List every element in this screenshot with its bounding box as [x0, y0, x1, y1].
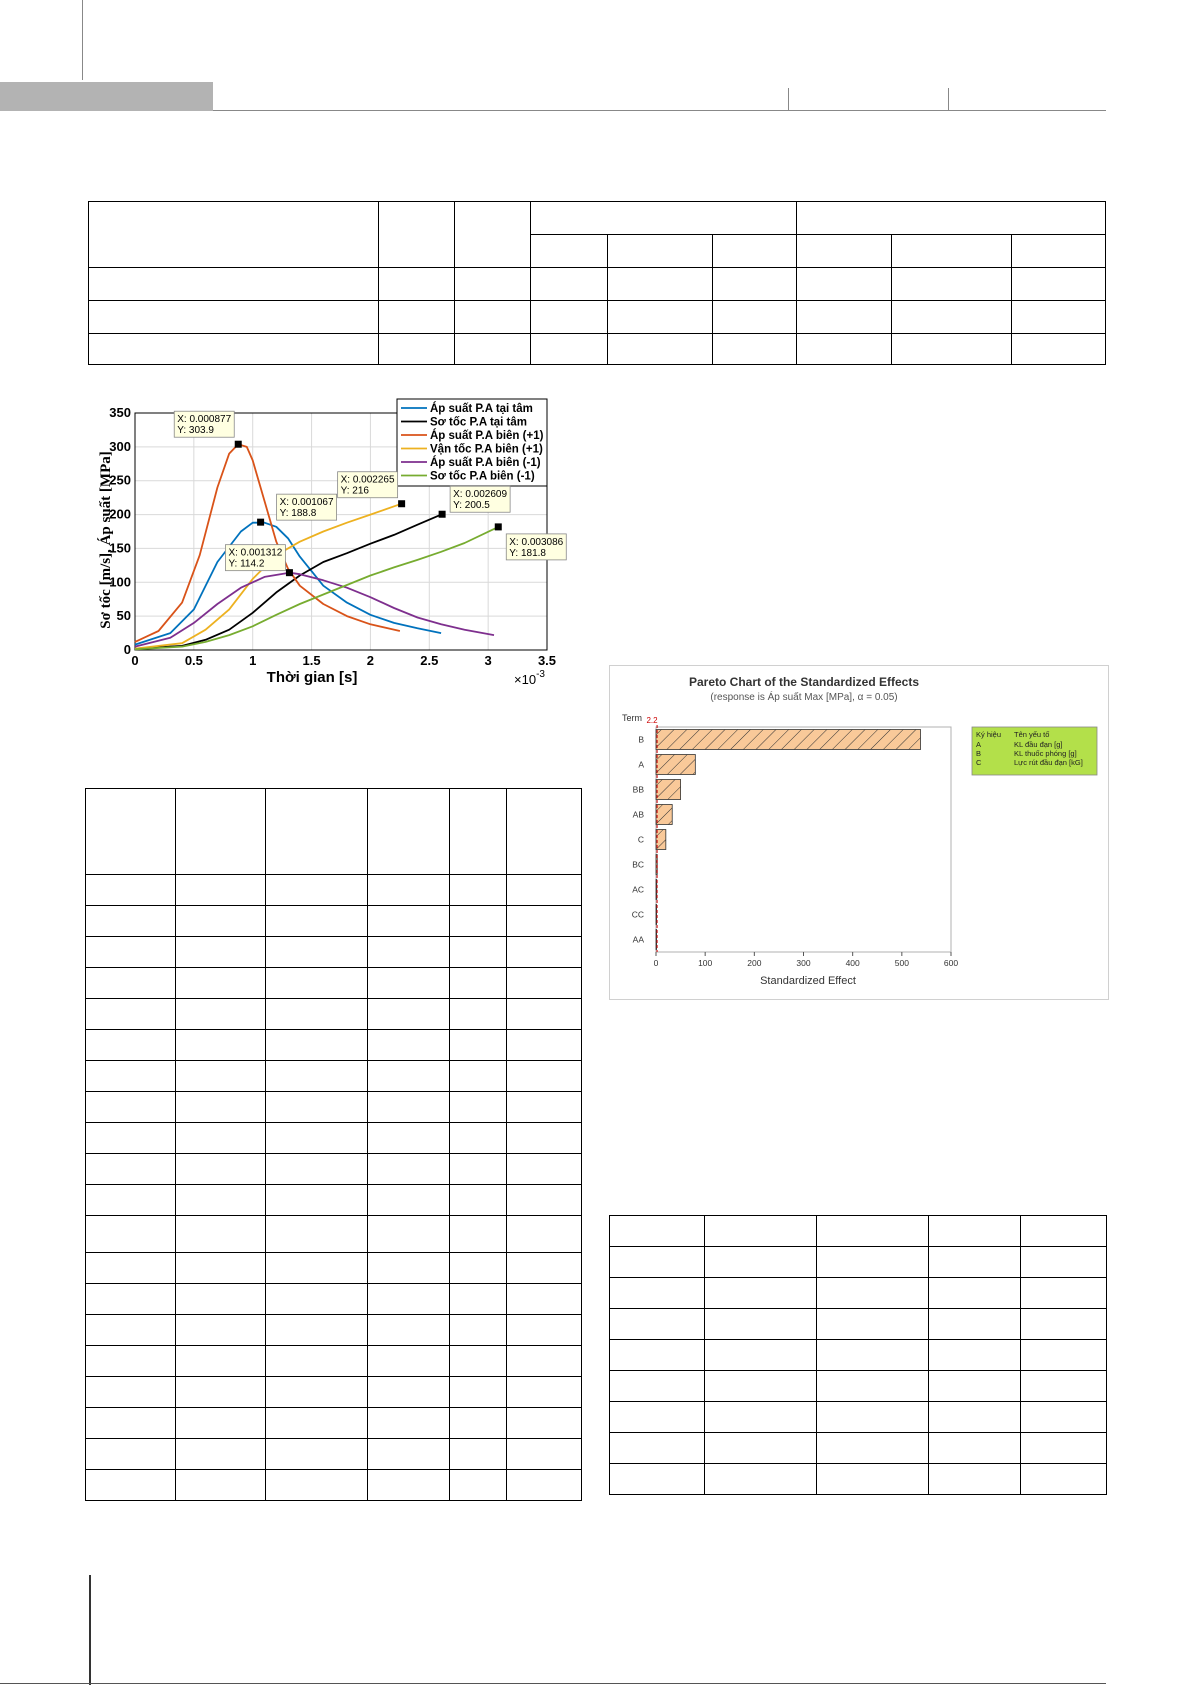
- legend-entry: Áp suất P.A biên (+1): [430, 430, 544, 442]
- legend-entry: Sơ tốc P.A tại tâm: [430, 416, 528, 429]
- datatip-marker: [398, 500, 405, 507]
- legend-symbol: A: [976, 740, 982, 749]
- header-gray-block: [0, 82, 213, 111]
- datatip-x-label: X: 0.002265: [340, 474, 395, 486]
- x-tick-label: 1: [249, 653, 257, 668]
- table-row: [89, 334, 1106, 365]
- legend-factor-name: KL thuốc phóng [g]: [1014, 749, 1077, 758]
- pareto-bar: [656, 930, 657, 950]
- legend-symbol: B: [976, 749, 982, 758]
- table-row: [86, 1408, 582, 1439]
- category-label: AC: [632, 884, 644, 895]
- legend-factor-name: Lực rút đầu đạn [kG]: [1014, 758, 1083, 767]
- x-tick-label: 100: [698, 958, 713, 968]
- table-row: [86, 1030, 582, 1061]
- x-tick-label: 300: [796, 958, 811, 968]
- x-tick-label: 0.5: [184, 653, 203, 668]
- table-row: [610, 1247, 1107, 1278]
- x-tick-label: 500: [894, 958, 909, 968]
- datatip-y-label: Y: 181.8: [509, 547, 546, 559]
- datatip-y-label: Y: 216: [340, 485, 369, 497]
- legend-entry: Áp suất P.A biên (-1): [430, 457, 541, 469]
- table-row: [86, 1092, 582, 1123]
- category-label: A: [638, 759, 644, 770]
- x-tick-label: 0: [131, 653, 139, 668]
- table-row: [86, 999, 582, 1030]
- table-row: [610, 1371, 1107, 1402]
- legend-symbol: C: [976, 758, 982, 767]
- y-tick-label: 0: [123, 642, 131, 657]
- header-line: [213, 110, 1106, 111]
- table-row: [610, 1216, 1107, 1247]
- top-table-cell: [608, 235, 713, 268]
- series-line: [135, 514, 442, 648]
- pareto-bar: [656, 805, 672, 825]
- category-label: BB: [632, 784, 644, 795]
- x-tick-label: 3: [484, 653, 492, 668]
- table-row: [86, 1253, 582, 1284]
- x-tick-label: 200: [747, 958, 762, 968]
- pareto-term-label: Term: [622, 713, 642, 723]
- x-axis-multiplier: $\times 10^{-3}$: [514, 669, 545, 687]
- footer-vertical-rule: [89, 1575, 91, 1685]
- datatip-y-label: Y: 114.2: [228, 558, 265, 570]
- category-label: C: [637, 834, 644, 845]
- pareto-xlabel: Standardized Effect: [760, 975, 856, 987]
- datatip-marker: [257, 519, 264, 526]
- pareto-reference-label: 2.2: [646, 716, 658, 725]
- datatip-y-label: Y: 188.8: [279, 508, 317, 520]
- table-row: [86, 1216, 582, 1253]
- legend-header: Ký hiệu: [976, 730, 1002, 739]
- table-row: [86, 937, 582, 968]
- legend-header: Tên yếu tố: [1014, 730, 1050, 739]
- pareto-bar: [656, 755, 695, 775]
- x-tick-label: 400: [845, 958, 860, 968]
- table-row: [86, 1154, 582, 1185]
- pareto-plot-frame: [656, 727, 951, 952]
- table-row: [86, 1315, 582, 1346]
- legend: [397, 399, 547, 486]
- x-tick-label: 2.5: [420, 653, 439, 668]
- table-row: [86, 1284, 582, 1315]
- datatip-x-label: X: 0.000877: [177, 414, 232, 426]
- datatip-y-label: Y: 200.5: [453, 500, 490, 512]
- top-table-cell: [797, 235, 892, 268]
- x-tick-label: 600: [943, 958, 959, 968]
- line-chart: [88, 388, 568, 698]
- top-table-cell: [797, 202, 1106, 235]
- left-table: [85, 788, 582, 1501]
- top-table-cell: [531, 202, 797, 235]
- y-tick-label: 150: [109, 540, 131, 556]
- top-table: [88, 201, 1106, 365]
- legend-entry: Áp suất P.A tại tâm: [430, 403, 533, 415]
- top-table-cell: [892, 235, 1012, 268]
- category-label: AB: [632, 809, 644, 820]
- pareto-bar: [656, 905, 657, 925]
- top-table-cell: [531, 235, 608, 268]
- top-table-cell: [89, 202, 379, 268]
- table-row: [610, 1309, 1107, 1340]
- datatip-x-label: X: 0.001067: [279, 497, 334, 509]
- category-label: CC: [631, 909, 644, 920]
- x-tick-label: 2: [366, 653, 375, 668]
- y-tick-label: 100: [109, 574, 131, 590]
- right-table: [609, 1215, 1107, 1495]
- x-tick-label: 3.5: [537, 653, 557, 668]
- top-table-cell: [1012, 235, 1106, 268]
- pareto-bar: [656, 730, 921, 750]
- datatip-x-label: X: 0.003086: [509, 536, 564, 548]
- datatip-y-label: Y: 303.9: [177, 425, 214, 437]
- top-table-cell: [379, 202, 455, 268]
- table-row: [86, 906, 582, 937]
- y-tick-label: 200: [109, 506, 131, 522]
- table-row: [610, 1464, 1107, 1495]
- pareto-chart: [610, 666, 1106, 997]
- datatip-marker: [235, 441, 242, 448]
- y-tick-label: 300: [109, 438, 131, 454]
- x-tick-label: 0: [653, 958, 659, 968]
- datatip-x-label: X: 0.001312: [228, 547, 283, 559]
- table-row: [86, 1123, 582, 1154]
- top-table-cell: [455, 202, 531, 268]
- y-tick-label: 250: [109, 472, 131, 488]
- pareto-subtitle: (response is Áp suất Max [MPa], α = 0.05): [710, 692, 898, 703]
- category-label: B: [638, 734, 644, 745]
- y-tick-label: 350: [109, 405, 131, 420]
- pareto-title: Pareto Chart of the Standardized Effects: [688, 675, 920, 689]
- footer-line: [0, 1683, 1106, 1684]
- legend-entry: Sơ tốc P.A biên (-1): [430, 470, 535, 483]
- y-axis-label: Sơ tốc [m/s], Áp suất [MPa]: [98, 451, 114, 629]
- x-tick-label: 1.5: [302, 653, 321, 668]
- header-divider-1: [788, 88, 789, 110]
- legend-entry: Vận tốc P.A biên (+1): [430, 443, 543, 456]
- table-row: [610, 1278, 1107, 1309]
- table-row: [86, 789, 582, 875]
- category-label: BC: [632, 859, 644, 870]
- table-row: [86, 1061, 582, 1092]
- table-row: [86, 1439, 582, 1470]
- datatip-marker: [495, 523, 502, 530]
- table-row: [610, 1340, 1107, 1371]
- table-row: [89, 301, 1106, 334]
- table-row: [86, 1185, 582, 1216]
- table-row: [86, 1377, 582, 1408]
- table-row: [89, 268, 1106, 301]
- table-row: [86, 1346, 582, 1377]
- datatip-marker: [439, 511, 446, 518]
- header-vertical-rule: [82, 0, 83, 80]
- table-row: [86, 968, 582, 999]
- category-label: AA: [632, 934, 644, 945]
- table-row: [86, 875, 582, 906]
- datatip-x-label: X: 0.002609: [453, 489, 508, 501]
- legend-factor-name: KL đầu đạn [g]: [1014, 740, 1063, 749]
- datatip-marker: [286, 569, 293, 576]
- table-row: [610, 1433, 1107, 1464]
- table-row: [610, 1402, 1107, 1433]
- x-axis-label: Thời gian [s]: [266, 669, 358, 686]
- y-tick-label: 50: [116, 608, 131, 624]
- table-row: [86, 1470, 582, 1501]
- top-table-cell: [713, 235, 797, 268]
- pareto-bar: [656, 780, 681, 800]
- header-divider-2: [948, 88, 949, 110]
- series-line: [135, 527, 498, 649]
